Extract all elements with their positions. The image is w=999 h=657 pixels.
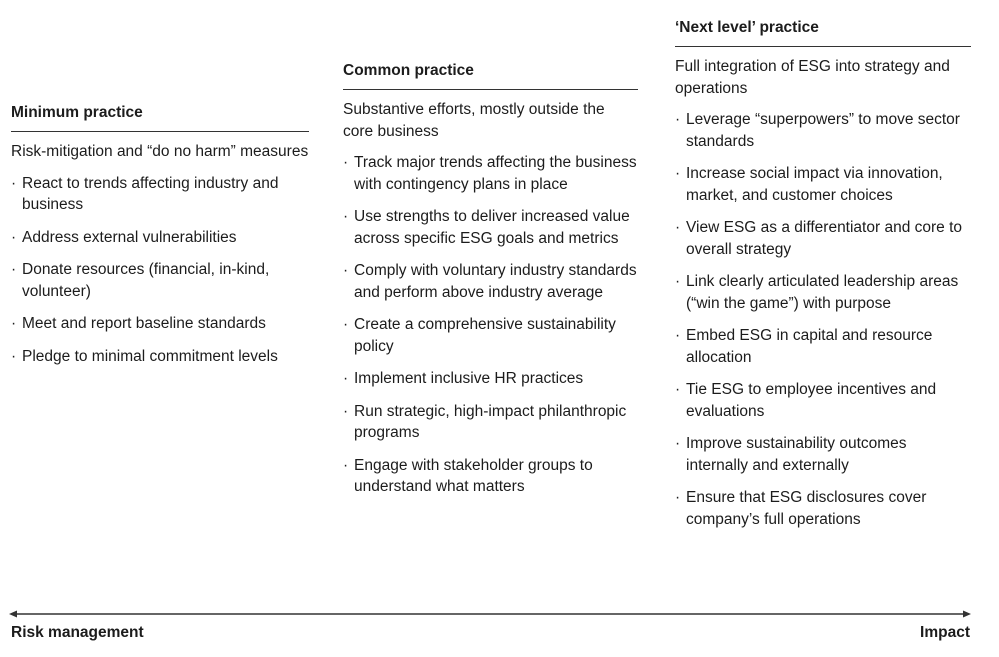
list-item: · Pledge to minimal commitment levels xyxy=(11,346,309,368)
list-item: · Engage with stakeholder groups to understand what matters xyxy=(343,456,593,495)
list-item: · React to trends affecting industry and business xyxy=(11,174,279,213)
arrow-left-icon xyxy=(9,611,17,618)
bullet-icon: · xyxy=(675,327,681,344)
list-item: · Implement inclusive HR practices xyxy=(343,368,638,390)
list-item: · Comply with voluntary industry standards and perform above industry average xyxy=(343,262,637,301)
bullet-icon: · xyxy=(675,111,681,128)
list-item: · Use strengths to deliver increased value across specific ESG goals and metrics xyxy=(343,208,630,247)
column-intro: Full integration of ESG into strategy and operations xyxy=(675,58,950,97)
list-item: · View ESG as a differentiator and core to overall strategy xyxy=(675,219,963,258)
bullet-icon: · xyxy=(343,402,349,420)
practice-list xyxy=(675,109,971,530)
bullet-icon: · xyxy=(11,174,17,192)
list-item: · Tie ESG to employee incentives and evaluations xyxy=(675,381,937,420)
list-item: · Ensure that ESG disclosures cover company’s full operations xyxy=(675,489,927,528)
bullet-icon: · xyxy=(675,273,681,290)
column-intro: Risk-mitigation and “do no harm” measures xyxy=(11,143,309,160)
axis-label-left: Risk management xyxy=(11,624,144,641)
bullet-icon: · xyxy=(343,208,349,225)
list-item: · Address external vulnerabilities xyxy=(11,227,309,249)
list-item: · Donate resources (financial, in-kind, volunteer) xyxy=(11,261,270,300)
bullet-icon: · xyxy=(675,489,681,506)
bullet-icon: · xyxy=(675,165,681,182)
column-next-level-practice xyxy=(675,18,971,541)
list-item: · Improve sustainability outcomes internally and externally xyxy=(675,435,907,474)
practice-list xyxy=(343,152,638,498)
column-intro: Substantive efforts, mostly outside the core business xyxy=(343,101,605,140)
bullet-icon: · xyxy=(343,154,349,171)
list-item: · Meet and report baseline standards xyxy=(11,313,309,335)
bullet-icon: · xyxy=(343,456,349,474)
practice-list xyxy=(11,173,309,368)
bullet-icon: · xyxy=(675,381,681,398)
list-item: · Embed ESG in capital and resource allocation xyxy=(675,327,933,366)
bullet-icon: · xyxy=(343,262,349,279)
column-heading: ‘Next level’ practice xyxy=(675,18,971,47)
list-item: · Increase social impact via innovation, market, and customer choices xyxy=(675,165,943,204)
list-item: · Run strategic, high-impact philanthropic programs xyxy=(343,402,627,441)
column-heading: Minimum practice xyxy=(11,103,309,132)
column-heading: Common practice xyxy=(343,61,638,90)
bullet-icon: · xyxy=(343,370,349,387)
list-item: · Link clearly articulated leadership areas (“win the game”) with purpose xyxy=(675,273,959,312)
bullet-icon: · xyxy=(11,315,17,332)
column-minimum-practice xyxy=(11,103,309,378)
double-arrow-axis xyxy=(9,604,971,624)
list-item: · Leverage “superpowers” to move sector standards xyxy=(675,111,960,150)
bullet-icon: · xyxy=(11,347,17,365)
column-common-practice xyxy=(343,61,638,509)
list-item: · Create a comprehensive sustainability policy xyxy=(343,316,616,355)
bullet-icon: · xyxy=(343,316,349,333)
bullet-icon: · xyxy=(675,219,681,236)
bullet-icon: · xyxy=(11,261,17,278)
bullet-icon: · xyxy=(11,228,17,246)
bullet-icon: · xyxy=(675,435,681,452)
axis-label-right: Impact xyxy=(920,624,970,641)
list-item: · Track major trends affecting the business with contingency plans in place xyxy=(343,154,637,193)
arrow-right-icon xyxy=(963,611,971,618)
